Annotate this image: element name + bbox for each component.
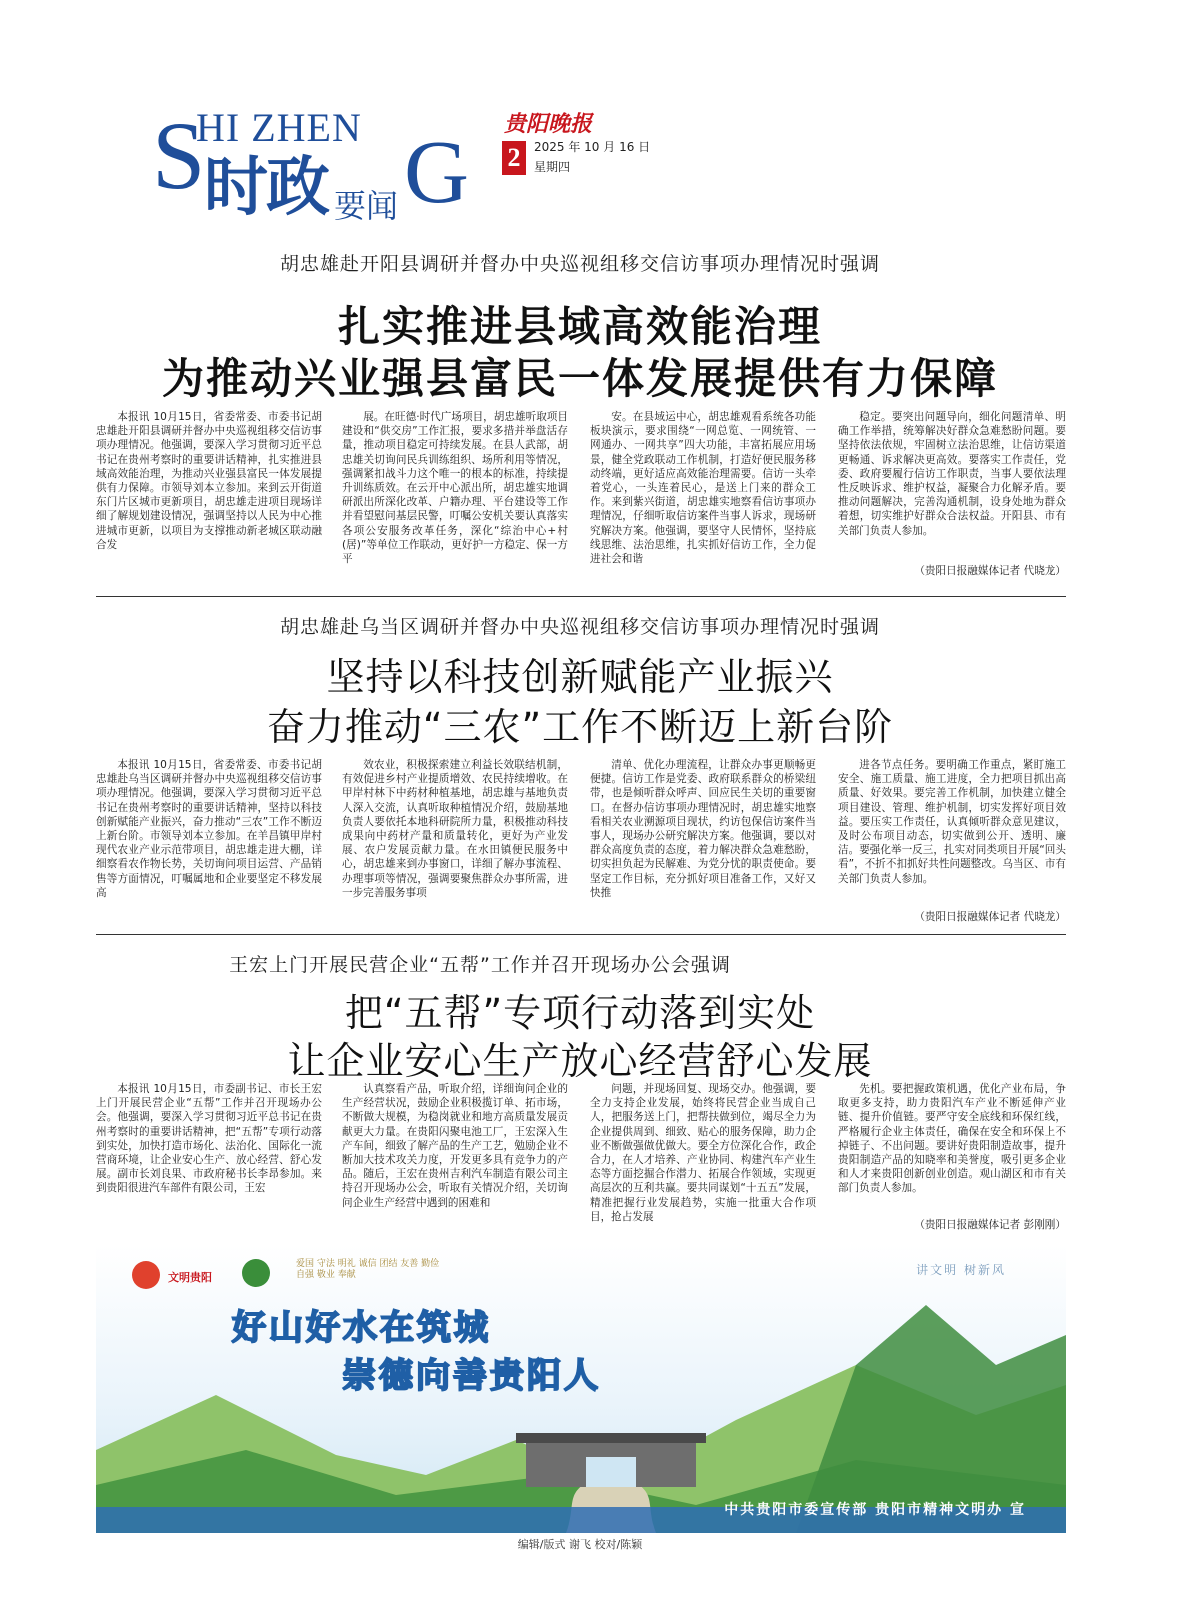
article-2-kicker: 胡忠雄赴乌当区调研并督办中央巡视组移交信访事项办理情况时强调 [279,616,880,638]
article-3-column-1: 本报讯 10月15日，市委副书记、市长王宏上门开展民营企业“五帮”工作并召开现场办公会。他强调，要深入学习贯彻习近平总书记在贵州考察时的重要讲话精神，把“五帮”专项行动落到实处，加快打造市场化、法治化、国际化一流营商环境，让企业安心生产、放心经营、舒心发展。副市长刘良果、市政府秘书长李昂参加。来到贵阳很进汽车部件有限公司，王宏 [96,1083,322,1195]
article-1-headline-line1: 扎实推进县域高效能治理 [337,302,822,351]
page-number: 2 [502,141,526,175]
date-text: 2025 年 10 月 16 日 [534,140,651,154]
article-1-column-2: 展。在旺德·时代广场项目，胡忠雄听取项目建设和“供交房”工作汇报，要求多措并举盘活存量，推动项目稳定可持续发展。在县人武部，胡忠雄关切询问民兵训练组织、场所利用等情况，强调紧扣战斗力这个唯一的根本的标准，持续提升训练质效。在云开中心派出所，胡忠雄实地调研派出所深化改革、户籍办理、平台建设等工作并看望慰问基层民警，叮嘱公安机关要认真落实各项公安服务改革任务，深化“综治中心+村(居)”等单位工作联动，更好护一方稳定、保一方平 [342,411,568,566]
article-2-column-1: 本报讯 10月15日，省委常委、市委书记胡忠雄赴乌当区调研并督办中央巡视组移交信访事项办理情况。他强调，要深入学习贯彻习近平总书记在贵州考察时的重要讲话精神，坚持以科技创新赋能产业振兴，奋力推动“三农”工作不断迈上新台阶。市领导刘本立参加。在羊昌镇甲岸村现代农业产业示范带项目，胡忠雄走进大棚，详细察看农作物长势，关切询问项目运营、产品销售等方面情况，叮嘱属地和企业要坚定不移发展高 [96,759,322,899]
article-3-column-4: 先机。要把握政策机遇，优化产业布局，争取更多支持，助力贵阳汽车产业不断延伸产业链、提升价值链。要严守安全底线和环保红线，严格履行企业主体责任，确保在安全和环保上不掉链子、不出问题。要讲好贵阳制造故事，提升贵阳制造产品的知晓率和美誉度，吸引更多企业和人才来贵阳创新创业创造。观山湖区和市有关部门负责人参加。 [838,1083,1066,1195]
article-1-column-1: 本报讯 10月15日，省委常委、市委书记胡忠雄赴开阳县调研并督办中央巡视组移交信访事项办理情况。他强调，要深入学习贯彻习近平总书记在贵州考察时的重要讲话精神，扎实推进县域高效能治理，为推动兴业强县富民一体发展提供有力保障。市领导刘本立参加。来到云开街道东门片区城市更新项目，胡忠雄走进项目现场详细了解规划建设情况，强调坚持以人民为中心推进城市更新，以项目为支撑推动新老城区联动融合发 [96,411,322,551]
article-3-headline-line1: 把“五帮”专项行动落到实处 [344,991,816,1035]
article-1-column-4: 稳定。要突出问题导向，细化问题清单、明确工作举措，统筹解决好群众急难愁盼问题。要坚持依法依规，牢固树立法治思维，让信访渠道更畅通、诉求解决更高效。要落实工作责任，党委、政府要履行信访工作职责，当事人要依法理性反映诉求、维护权益，凝聚合力化解矛盾。要推动问题解决，完善沟通机制，设身处地为群众着想，切实维护好群众合法权益。开阳县、市有关部门负责人参加。 [838,411,1066,537]
article-2-column-3: 清单、优化办理流程，让群众办事更顺畅更便捷。信访工作是党委、政府联系群众的桥梁纽带，也是倾听群众呼声、回应民生关切的重要窗口。在督办信访事项办理情况时，胡忠雄实地察看相关农业溯源项目现状，约访包保信访案件当事人，现场办公研究解决方案。他强调，要以对群众高度负责的态度，着力解决群众急难愁盼，切实担负起为民解难、为党分忧的职责使命。要坚定工作目标，充分抓好项目准备工作，又好又快推 [590,759,816,899]
banner-sponsor: 中共贵阳市委宣传部 贵阳市精神文明办 宣 [724,1502,1026,1518]
banner-top-slogan: 讲文明 树新风 [916,1263,1006,1277]
banner-logo-text: 文明贵阳 [168,1271,212,1284]
article-3-headline-line2: 让企业安心生产放心经营舒心发展 [287,1039,873,1083]
masthead-letter-s: S [152,102,206,209]
article-2-column-4: 进各节点任务。要明确工作重点，紧盯施工安全、施工质量、施工进度，全力把项目抓出高质量、好效果。要完善工作机制，加快建立健全项目建设、管理、维护机制，切实发挥好项目效益。要压实工作责任，认真倾听群众意见建议，及时公布项目动态，切实做到公开、透明、廉洁。要强化举一反三，扎实对同类项目开展“回头看”，不折不扣抓好共性问题整改。乌当区、市有关部门负责人参加。 [838,759,1066,885]
article-1-headline-line2: 为推动兴业强县富民一体发展提供有力保障 [161,354,998,403]
masthead-letters-hizhen: HI ZHEN [196,105,362,150]
article-1-kicker: 胡忠雄赴开阳县调研并督办中央巡视组移交信访事项办理情况时强调 [279,253,880,275]
section-divider-1 [96,596,1066,597]
article-1-column-3: 安。在县域运中心，胡忠雄观看系统各功能板块演示，要求围绕“一网总览、一网统管、一网通办、一网共享”四大功能，丰富拓展应用场景，健全党政联动工作机制，打造好便民服务移动终端，更好适应高效能治理需要。信访一头牵着党心，一头连着民心，是送上门来的群众工作。来到紫兴街道，胡忠雄实地察看信访事项办理情况，仔细听取信访案件当事人诉求，现场研究解决方案。他强调，要坚守人民情怀，坚持底线思维、法治思维，扎实抓好信访工作，全力促进社会和谐 [590,411,816,566]
article-2-column-2: 效农业，积极探索建立利益长效联结机制，有效促进乡村产业提质增效、农民持续增收。在甲岸村林下中药材种植基地，胡忠雄与基地负责人深入交流，认真听取种植情况介绍，鼓励基地负责人要依托本地科研院所力量，积极推动科技成果向中药材产量和质量转化，更好为产业发展、农户发展贡献力量。在水田镇便民服务中心，胡忠雄来到办事窗口，详细了解办事流程、办理事项等情况，强调要聚焦群众办事所需，进一步完善服务事项 [342,759,568,899]
section-title: 时政 [204,151,328,225]
banner-logo-tags: 爱国 守法 明礼 诚信 团结 友善 勤俭 自强 敬业 奉献 [296,1259,440,1280]
article-2-signature: （贵阳日报融媒体记者 代晓龙） [914,911,1066,923]
article-3-kicker: 王宏上门开展民营企业“五帮”工作并召开现场办公会强调 [229,954,731,976]
issue-date [534,137,650,177]
public-service-banner [96,1245,1066,1533]
article-2-headline-line2: 奋力推动“三农”工作不断迈上新台阶 [266,705,894,749]
article-3-signature: （贵阳日报融媒体记者 彭刚刚） [914,1219,1066,1231]
article-3-column-2: 认真察看产品，听取介绍，详细询问企业的生产经营状况，鼓励企业积极揽订单、拓市场，不断做大规模，为稳岗就业和地方高质量发展贡献更大力量。在贵阳闪聚电池工厂，王宏深入生产车间，细致了解产品的生产工艺，勉励企业不断加大技术攻关力度，开发更多具有竞争力的产品。随后，王宏在贵州吉利汽车制造有限公司主持召开现场办公会，听取有关情况介绍，关切询问企业生产经营中遇到的困难和 [342,1083,568,1209]
article-2-headline-line1: 坚持以科技创新赋能产业振兴 [326,655,834,699]
article-1-signature: （贵阳日报融媒体记者 代晓龙） [914,565,1066,577]
masthead-letter-g: G [404,123,469,222]
subsection-title: 要闻 [334,187,399,225]
editor-credit: 编辑/版式 谢飞 校对/陈颖 [517,1538,643,1551]
paper-logo: 贵阳晚报 [504,111,593,137]
section-divider-2 [96,934,1066,935]
banner-slogan-2: 崇德向善贵阳人 [342,1356,601,1396]
banner-slogan-1: 好山好水在筑城 [232,1308,491,1348]
article-3-column-3: 问题，并现场回复、现场交办。他强调，要全力支持企业发展，始终将民营企业当成自己人，把服务送上门，把帮扶做到位，竭尽全力为企业提供周到、细致、贴心的服务保障，助力企业不断做强做优做大。要全方位深化合作，政企合力，在人才培养、产业协同、构建汽车产业生态等方面挖掘合作潜力、拓展合作领域，实现更高层次的互利共赢。要共同谋划“十五五”发展，精准把握行业发展趋势，实施一批重大合作项目，抢占发展 [590,1083,816,1223]
weekday-text: 星期四 [534,160,571,174]
